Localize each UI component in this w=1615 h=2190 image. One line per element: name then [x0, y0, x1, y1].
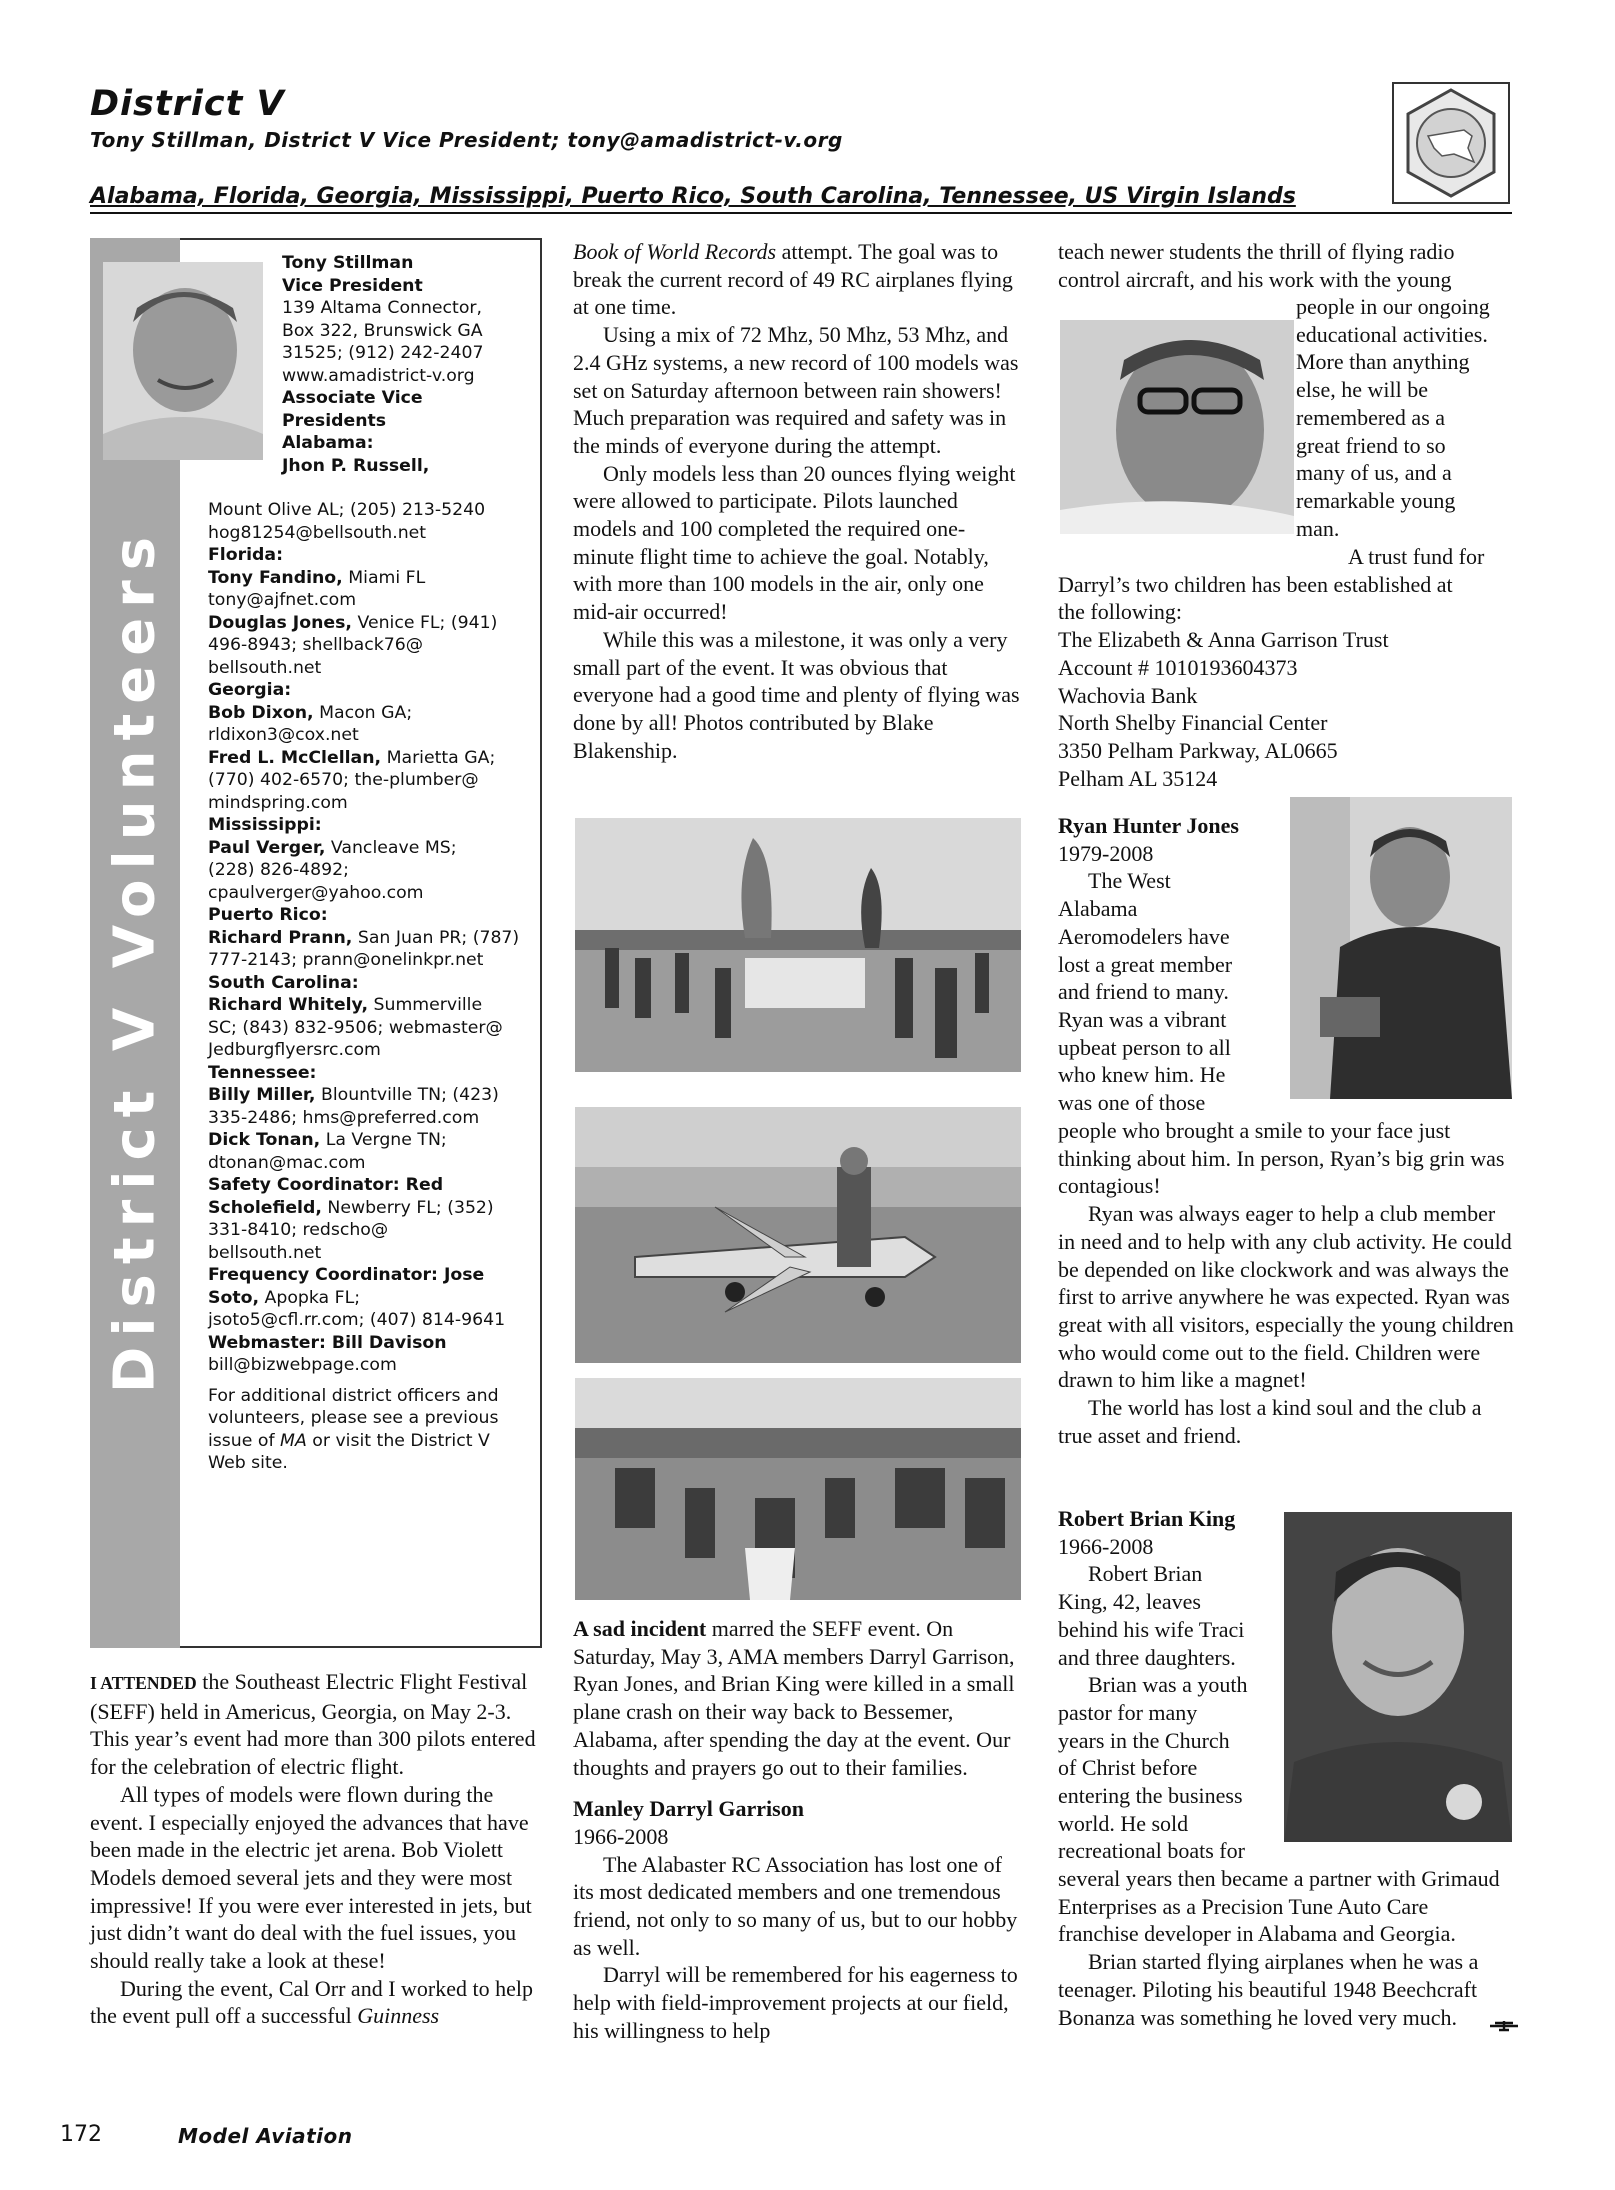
states-line: Alabama, Florida, Georgia, Mississippi, Puerto Rico, South Carolina, Tennessee, US Virgin Islands — [90, 184, 1296, 209]
district-logo — [1392, 82, 1510, 204]
ama-end-icon — [1459, 2012, 1489, 2026]
webmaster-label: Webmaster: Bill Davison — [208, 1332, 447, 1353]
col3-top-1: teach newer students the thrill of flying radio — [1058, 239, 1455, 264]
trust-line-9: Pelham AL 35124 — [1058, 765, 1218, 791]
tennessee-1-line2: 335-2486; hms@preferred.com — [208, 1107, 480, 1128]
col3-wrap-9: man. — [1296, 515, 1340, 541]
king-line-8: of Christ before — [1058, 1755, 1198, 1781]
king-photo-image — [1284, 1512, 1512, 1842]
florida-1-email: tony@ajfnet.com — [208, 590, 357, 610]
king-line-4: and three daughters. — [1058, 1644, 1236, 1670]
garrison-para-1: The Alabaster RC Association has lost one of its most dedicated members and one tremendous friend, not only to so many of us, but to our hobby as well. — [573, 1851, 1018, 1960]
col3-wrap-3: More than anything — [1296, 349, 1470, 375]
col2-p1b: attempt. The goal was to break the current record of 49 RC airplanes flying at one time. — [573, 239, 1013, 320]
page-number: 172 — [60, 2122, 102, 2147]
vp-address-3: 31525; (912) 242-2407 — [282, 343, 484, 363]
jones-photo — [1290, 797, 1512, 1099]
col3-wrap-4: else, he will be — [1296, 377, 1428, 403]
col3-wrap-7: many of us, and a — [1296, 460, 1452, 486]
mississippi-1-email: cpaulverger@yahoo.com — [208, 882, 424, 903]
alabama-1-email: hog81254@bellsouth.net — [208, 522, 427, 543]
garrison-photo — [1060, 320, 1294, 534]
sad-incident-text: marred the SEFF event. On Saturday, May 3, AMA members Darryl Garrison, Ryan Jones, and Brian King were killed in a small plane crash on their way back to Bessemer, Alabama, after spending the day at the event. Our thoughts and prayers go out to their families. — [573, 1616, 1015, 1780]
safety-coordinator-line3: 331-8410; redscho@ — [208, 1220, 389, 1240]
col3-wrap-2: educational activities. — [1296, 321, 1488, 347]
note-line-3 — [208, 1430, 519, 1453]
trust-line-1: A trust fund for — [1348, 544, 1485, 569]
jones-line-1: The West — [1088, 868, 1171, 894]
mississippi-1-location: Vancleave MS; — [325, 837, 457, 858]
column-2-text-bottom — [573, 1615, 1021, 2045]
tennessee-heading: Tennessee: — [208, 1062, 317, 1083]
col1-para-2: All types of models were flown during the event. I especially enjoyed the advances that have been made in the electric jet arena. Bob Violett Models demoed several jets and they were most impressive! If you were ever interested in jets, but just didn’t want do deal with the fuel issues, you should really take a look at these! — [90, 1781, 532, 1974]
puerto-rico-1-name: Richard Prann, — [208, 927, 353, 948]
mississippi-1-line2: (228) 826-4892; — [208, 860, 349, 880]
garrison-years: 1966-2008 — [573, 1823, 669, 1849]
tennessee-1-name: Billy Miller, — [208, 1085, 316, 1105]
event-photo-3-image — [575, 1378, 1021, 1600]
florida-2-location: Venice FL; (941) — [351, 612, 498, 633]
king-line-1: Robert Brian — [1088, 1561, 1203, 1587]
georgia-1-email: rldixon3@cox.net — [208, 725, 359, 745]
header-rule — [90, 212, 1512, 214]
king-years: 1966-2008 — [1058, 1533, 1154, 1559]
king-line-9: entering the business — [1058, 1783, 1243, 1809]
trust-line-3: the following: — [1058, 599, 1183, 625]
jones-line-5: and friend to many. — [1058, 979, 1229, 1005]
florida-2-line2: 496-8943; shellback76@ — [208, 635, 424, 655]
column-3-top — [1058, 238, 1514, 293]
event-photo-2-image — [575, 1107, 1021, 1363]
south-carolina-1-name: Richard Whitely, — [208, 995, 369, 1015]
col3-wrap-8: remarkable young — [1296, 487, 1456, 513]
note-line-2: volunteers, please see a previous — [208, 1408, 499, 1428]
frequency-coordinator-label: Frequency Coordinator: Jose — [208, 1265, 485, 1285]
alabama-1-line2: Mount Olive AL; (205) 213-5240 — [208, 500, 486, 520]
king-name: Robert Brian King — [1058, 1506, 1236, 1531]
assoc-heading-1: Associate Vice — [282, 388, 423, 408]
jones-line-9: was one of those — [1058, 1090, 1206, 1116]
georgia-1-name: Bob Dixon, — [208, 702, 314, 723]
volunteer-list — [208, 499, 519, 1475]
jones-line-8: who knew him. He — [1058, 1062, 1226, 1088]
vp-portrait — [103, 262, 263, 460]
king-photo — [1284, 1512, 1512, 1842]
frequency-coordinator-name: Soto, — [208, 1287, 260, 1308]
king-wrap — [1058, 1505, 1282, 1865]
safety-coordinator-name: Scholefield, — [208, 1197, 322, 1218]
mississippi-heading: Mississippi: — [208, 815, 322, 835]
webmaster-email: bill@bizwebpage.com — [208, 1355, 397, 1375]
jones-rest — [1058, 1117, 1514, 1449]
col3-wrap-1: people in our ongoing — [1296, 294, 1490, 319]
south-carolina-1-location: Summerville — [368, 995, 483, 1015]
event-photo-3 — [575, 1378, 1021, 1600]
col3-top-2: control aircraft, and his work with the young — [1058, 266, 1452, 292]
trust-fund — [1058, 543, 1514, 792]
king-line-5: Brian was a youth — [1088, 1672, 1248, 1698]
sad-incident-lead: A sad incident — [573, 1616, 707, 1641]
col1-para-3 — [90, 1975, 542, 2030]
note-3a: issue of — [208, 1430, 281, 1451]
column-1-text — [90, 1668, 542, 2030]
vp-info — [282, 252, 483, 477]
vp-portrait-photo — [103, 262, 263, 460]
note-line-1: For additional district officers and — [208, 1385, 499, 1406]
puerto-rico-1-line2: 777-2143; prann@onelinkpr.net — [208, 950, 484, 970]
king-line-7: years in the Church — [1058, 1727, 1230, 1753]
jones-line-3: Aeromodelers have — [1058, 923, 1230, 949]
georgia-2-line2: (770) 402-6570; the-plumber@ — [208, 770, 479, 790]
florida-1-location: Miami FL — [342, 567, 426, 588]
florida-2-line3: bellsouth.net — [208, 657, 322, 678]
georgia-2-name: Fred L. McClellan, — [208, 747, 382, 768]
safety-coordinator-location: Newberry FL; (352) — [321, 1197, 494, 1218]
florida-heading: Florida: — [208, 545, 283, 565]
col3-wrap-6: great friend to so — [1296, 432, 1446, 458]
event-photo-1 — [575, 818, 1021, 1072]
trust-line-8: 3350 Pelham Parkway, AL0665 — [1058, 737, 1338, 763]
col2-p1a: Book of World Records — [573, 239, 777, 264]
king-rest — [1058, 1865, 1514, 2031]
trust-line-5: Account # 1010193604373 — [1058, 654, 1298, 680]
trust-line-7: North Shelby Financial Center — [1058, 710, 1328, 736]
event-photo-1-image — [575, 818, 1021, 1072]
jones-line-6: Ryan was a vibrant — [1058, 1006, 1227, 1032]
col2-para-1 — [573, 238, 1021, 321]
col1-p1: the Southeast Electric Flight Festival (SEFF) held in Americus, Georgia, on May 2-3. This year’s event had more than 300 pilots entered for the celebration of electric flight. — [90, 1669, 536, 1780]
alabama-1-name: Jhon P. Russell, — [282, 455, 430, 476]
column-3-wrap-1 — [1296, 293, 1516, 542]
col1-p3b: Guinness — [357, 2003, 440, 2029]
florida-2-name: Douglas Jones, — [208, 612, 352, 633]
magazine-name: Model Aviation — [178, 2124, 353, 2148]
tennessee-2-email: dtonan@mac.com — [208, 1152, 366, 1173]
jones-line-4: lost a great member — [1058, 951, 1233, 977]
col1-para-1 — [90, 1668, 542, 1781]
georgia-1-location: Macon GA; — [313, 702, 413, 723]
vp-address-2: Box 322, Brunswick GA — [282, 320, 483, 341]
king-para-2-text: Brian started flying airplanes when he was a teenager. Piloting his beautiful 1948 Beechcraft Bonanza was something he loved very much. — [1058, 1949, 1479, 2030]
jones-wrap — [1058, 812, 1288, 1117]
king-line-11: recreational boats for — [1058, 1838, 1245, 1864]
note-3b: MA — [280, 1430, 307, 1451]
georgia-2-line3: mindspring.com — [208, 792, 348, 813]
garrison-para-2: Darryl will be remembered for his eagerness to help with field-improvement projects at our field, his willingness to help — [573, 1962, 1018, 2043]
king-line-3: behind his wife Traci — [1058, 1616, 1245, 1642]
georgia-2-location: Marietta GA; — [381, 747, 496, 768]
king-line-10: world. He sold — [1058, 1810, 1189, 1836]
jones-para-2: Ryan was always eager to help a club member in need and to help with any club activity. He could be depended on like clockwork and was always the first to arrive anywhere he was expected. Ryan was great with all visitors, especially the young children who would come out to the field. Children were drawn to him like a magnet! — [1058, 1201, 1514, 1393]
trust-line-2: Darryl’s two children has been established at — [1058, 571, 1453, 597]
tennessee-1-location: Blountville TN; (423) — [315, 1085, 499, 1105]
volunteers-vertical-title: District V Volunteers — [102, 526, 168, 1394]
king-line-6: pastor for many — [1058, 1699, 1198, 1725]
mississippi-1-name: Paul Verger, — [208, 837, 326, 858]
event-photo-2 — [575, 1107, 1021, 1363]
king-line-2: King, 42, leaves — [1058, 1589, 1201, 1615]
frequency-coordinator-line3: jsoto5@cfl.rr.com; (407) 814-9641 — [208, 1310, 506, 1330]
alabama-heading: Alabama: — [282, 433, 374, 453]
safety-coordinator-label: Safety Coordinator: Red — [208, 1175, 444, 1195]
jones-para-3: The world has lost a kind soul and the club a true asset and friend. — [1058, 1395, 1482, 1448]
column-2-text-top — [573, 238, 1021, 764]
jones-para-1-rest: people who brought a smile to your face just thinking about him. In person, Ryan’s big grin was contagious! — [1058, 1118, 1505, 1199]
vp-title: Vice President — [282, 275, 423, 296]
vp-website: www.amadistrict-v.org — [282, 365, 475, 386]
sad-incident-para — [573, 1615, 1021, 1781]
south-carolina-heading: South Carolina: — [208, 972, 359, 993]
note-3c: or visit the District V — [306, 1430, 490, 1451]
king-para-1-rest: several years then became a partner with Grimaud Enterprises as a Precision Tune Auto Care franchise developer in Alabama and Georgia. — [1058, 1866, 1500, 1947]
safety-coordinator-line4: bellsouth.net — [208, 1242, 322, 1263]
vp-name: Tony Stillman — [282, 253, 414, 273]
south-carolina-1-line3: Jedburgflyersrc.com — [208, 1040, 381, 1060]
col1-lead: I ATTENDED — [90, 1673, 197, 1693]
king-para-2 — [1058, 1948, 1514, 2031]
col2-para-4: While this was a milestone, it was only a very small part of the event. It was obvious that everyone had a good time and plenty of flying was done by all! Photos contributed by Blake Blakenship. — [573, 626, 1020, 763]
trust-line-6: Wachovia Bank — [1058, 682, 1198, 708]
tennessee-2-location: La Vergne TN; — [320, 1130, 447, 1150]
puerto-rico-1-location: San Juan PR; (787) — [352, 927, 520, 948]
garrison-photo-image — [1060, 320, 1294, 534]
jones-years: 1979-2008 — [1058, 840, 1154, 866]
note-line-4: Web site. — [208, 1453, 288, 1473]
col1-p3a: During the event, Cal Orr and I worked to help the event pull off a successful — [90, 1975, 533, 2029]
district-seal-icon — [1394, 84, 1508, 202]
garrison-name: Manley Darryl Garrison — [573, 1796, 804, 1822]
puerto-rico-heading: Puerto Rico: — [208, 905, 328, 925]
trust-line-4: The Elizabeth & Anna Garrison Trust — [1058, 627, 1389, 653]
jones-line-2: Alabama — [1058, 896, 1138, 922]
georgia-heading: Georgia: — [208, 680, 292, 700]
florida-1-name: Tony Fandino, — [208, 567, 343, 588]
tennessee-2-name: Dick Tonan, — [208, 1130, 321, 1150]
jones-name: Ryan Hunter Jones — [1058, 813, 1239, 838]
south-carolina-1-line2: SC; (843) 832-9506; webmaster@ — [208, 1017, 503, 1038]
section-subtitle: Tony Stillman, District V Vice President; tony@amadistrict-v.org — [90, 128, 843, 152]
section-title: District V — [90, 84, 285, 124]
col2-para-2: Using a mix of 72 Mhz, 50 Mhz, 53 Mhz, and 2.4 GHz systems, a new record of 100 models was set on Saturday afternoon between rain showers! Much preparation was required and safety was in the minds of everyone during the attempt. — [573, 322, 1019, 458]
vp-address-1: 139 Altama Connector, — [282, 298, 483, 318]
col2-para-3: Only models less than 20 ounces flying weight were allowed to participate. Pilots launched models and 100 completed the required one-minute flight time to achieve the goal. Notably, with more than 100 models in the air, only one mid-air occurred! — [573, 460, 1016, 625]
jones-line-7: upbeat person to all — [1058, 1034, 1231, 1060]
assoc-heading-2: Presidents — [282, 410, 387, 431]
jones-photo-image — [1290, 797, 1512, 1099]
col3-wrap-5: remembered as a — [1296, 404, 1446, 430]
frequency-coordinator-location: Apopka FL; — [259, 1287, 361, 1308]
